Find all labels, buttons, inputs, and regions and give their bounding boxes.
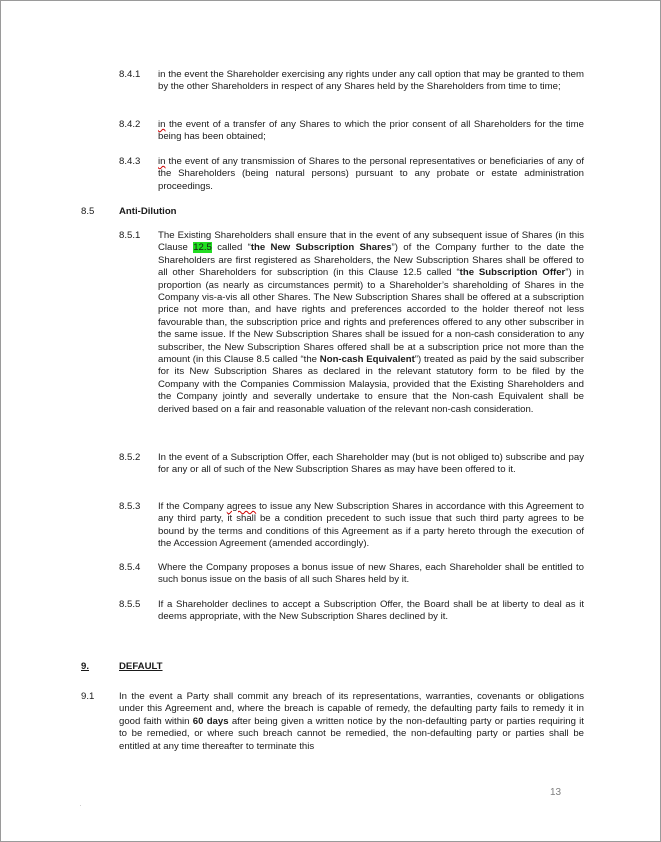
clause-number: 8.5.2 [119,452,141,463]
page-number: 13 [550,787,562,798]
clause-9-1 [1,691,661,756]
spellcheck-word: in [158,156,166,167]
clause-number: 8.5.1 [119,230,141,241]
clause-number: 8.5.4 [119,562,141,573]
defined-term: 60 days [192,715,229,727]
footer-mark [80,805,81,806]
clause-text: Where the Company proposes a bonus issue of new Shares, each Shareholder shall be entitled to such bonus issue on the basis of all such Shares held by it. [158,562,584,586]
clause-number: 8.5.3 [119,501,141,512]
clause-text: If the Company agrees to issue any New Subscription Shares in accordance with this Agreement to any third party, it shall be a condition precedent to such issue that such third party agrees to be bound by the terms and conditions of this Agreement as if a party hereto through the execution of the Accession Agreement (amended accordingly). [158,501,584,550]
section-heading: Anti-Dilution [119,206,177,217]
clause-8-4-1 [1,69,661,109]
spellcheck-word: agrees [226,501,257,512]
spellcheck-word: in [158,119,166,130]
clause-number: 8.4.2 [119,119,141,130]
clause-8-5-4 [1,562,661,588]
clause-text: In the event of a Subscription Offer, each Shareholder may (but is not obliged to) subscribe and pay for any or all of such of the New Subscription Shares as may have been offered to it. [158,452,584,476]
clause-8-5-1 [1,230,661,442]
clause-8-5-heading [1,206,661,220]
defined-term: the Subscription Offer [459,267,566,279]
clause-9-heading [1,661,661,675]
clause-8-5-3 [1,501,661,553]
clause-text: in the event of a transfer of any Shares to which the prior consent of all Shareholders for the time being has been obtained; [158,119,584,143]
defined-term: the New Subscription Shares [250,242,392,254]
section-number: 9. [81,661,90,672]
clause-number: 9.1 [81,691,95,702]
clause-text: in the event the Shareholder exercising any rights under any call option that may be granted to them by the other Shareholders in respect of any Shares held by the Shareholders from time to time; [158,69,584,93]
clause-8-4-3 [1,156,661,196]
clause-text: The Existing Shareholders shall ensure that in the event of any subsequent issue of Shares (in this Clause 12.5 called “the New Subscription Shares”) of the Company further to the date the Shareholders are first registered as Shareholders, the New Subscription Shares shall be offered to all other Shareholders for subscription (in this Clause 12.5 called “the Subscription Offer”) in proportion (as nearly as circumstances permit) to a Shareholder’s shareholding of Shares in the Company vis-a-vis all other Shares. The New Subscription Shares shall be offered at a subscription price not more than, and have rights and preferences accorded to the holder thereof not less favourable than, the subscription price and rights and preferences offered to any other subscriber in the same issue. If the New Subscription Shares shall be issued for a non-cash consideration to any subscriber, the New Subscription Shares offered shall be at a subscription price not more than the amount (in this Clause 8.5 called “the Non-cash Equivalent”) treated as paid by the said subscriber for its New Subscription Shares as declared in the relevant statutory form to be filed by the Company with the Companies Commission Malaysia, provided that the Existing Shareholders and the Company jointly and severally undertake to ensure that the Non-cash Equivalent shall be derived based on a fair and reasonable valuation of the relevant non-cash consideration. [158,230,585,415]
clause-text: If a Shareholder declines to accept a Subscription Offer, the Board shall be at liberty to deal as it deems appropriate, with the New Subscription Shares declined by it. [158,599,584,623]
highlighted-reference: 12.5 [193,242,212,254]
clause-number: 8.4.3 [119,156,141,167]
defined-term: Non-cash Equivalent [319,354,415,366]
clause-text: in the event of any transmission of Shares to the personal representatives or beneficiaries of any of the Shareholders (being natural persons) pursuant to any probate or estate administration proceedings. [158,156,584,192]
clause-8-5-5 [1,599,661,625]
clause-8-4-2 [1,119,661,145]
section-heading: DEFAULT [119,661,163,672]
clause-number: 8.4.1 [119,69,141,80]
clause-8-5-2 [1,452,661,492]
clause-number: 8.5.5 [119,599,141,610]
clause-text: In the event a Party shall commit any breach of its representations, warranties, covenants or obligations under this Agreement and, where the breach is capable of remedy, the defaulting party fails to remedy it in good faith within 60 days after being given a written notice by the non-defaulting party or parties requiring it to be remedied, or where such breach cannot be remedied, the non-defaulting party or parties shall be entitled at any time thereafter to terminate this [119,691,584,752]
section-number: 8.5 [81,206,95,217]
